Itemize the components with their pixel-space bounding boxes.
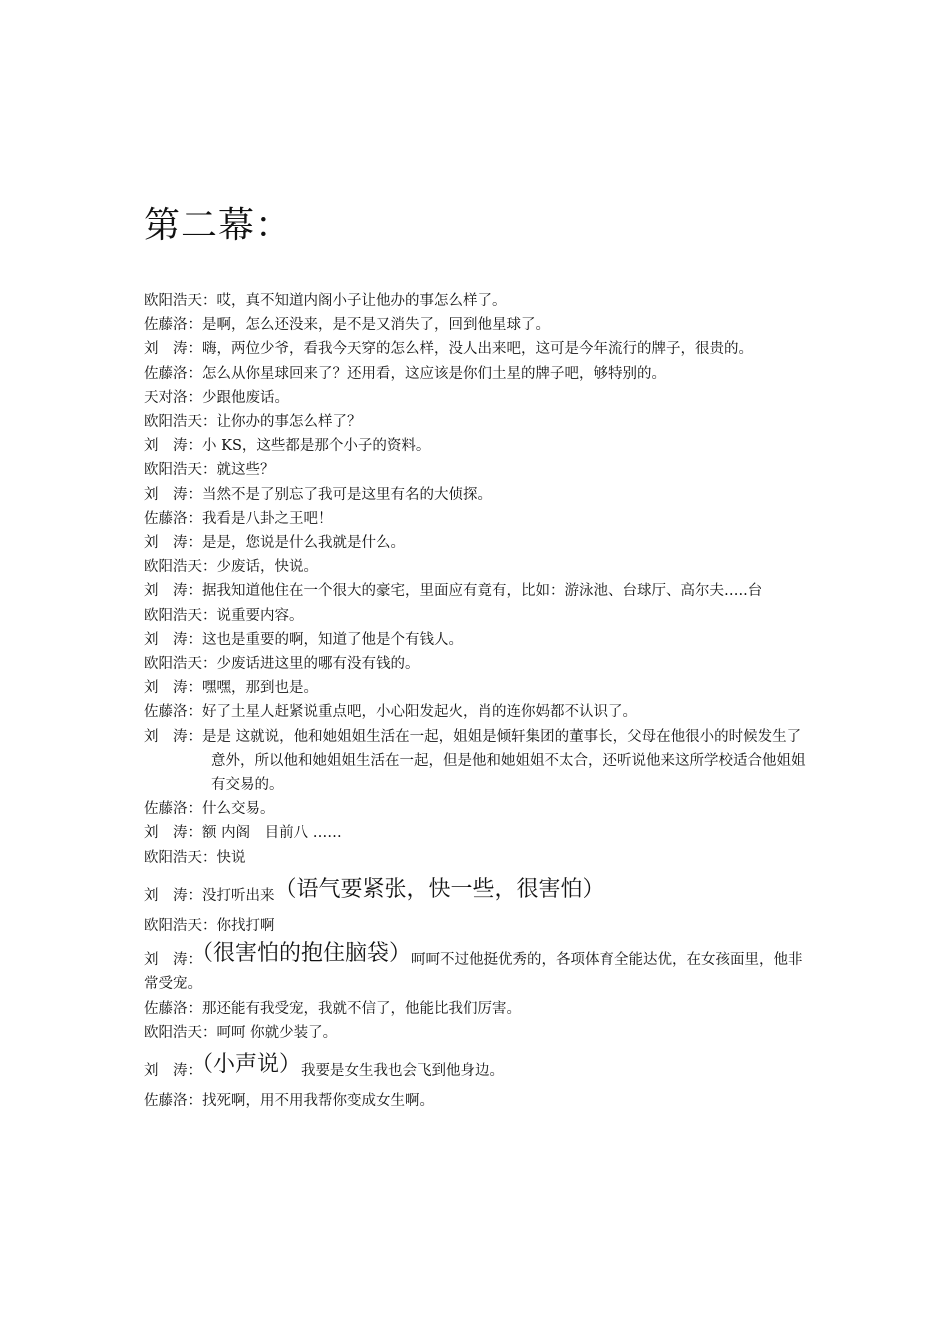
dialogue-line: 欧阳浩天：少废话，快说。	[144, 559, 318, 576]
act-heading: 第二幕：	[144, 205, 293, 246]
dialogue-line: 刘 涛：额 内阁 目前八 ……	[144, 825, 342, 842]
dialogue-line: 佐藤洛：找死啊，用不用我帮你变成女生啊。	[144, 1093, 434, 1110]
dialogue-line: 刘 涛：是是 这就说，他和她姐姐生活在一起，姐姐是倾轩集团的董事长，父母在他很小的时候发生了意外，所以他和她姐姐生活在一起，但是他和她姐姐不太合，还听说他来这所学校适合他姐姐有交易的。	[144, 728, 806, 794]
script-body	[144, 289, 812, 1114]
dialogue-text: 我要是女生我也会飞到他身边。	[301, 1063, 505, 1080]
dialogue-line: 刘 涛：这也是重要的啊，知道了他是个有钱人。	[144, 631, 463, 648]
dialogue-line	[144, 942, 812, 996]
speaker-text: 刘 涛：	[144, 952, 202, 969]
dialogue-line: 欧阳浩天：哎，真不知道内阁小子让他办的事怎么样了。	[144, 293, 507, 309]
dialogue-line: 佐藤洛：我看是八卦之王吧！	[144, 510, 333, 527]
stage-direction: （很害怕的抱住脑袋）	[202, 941, 412, 967]
dialogue-line: 佐藤洛：好了土星人赶紧说重点吧，小心阳发起火，肖的连你妈都不认识了。	[144, 704, 637, 721]
speaker-text: 刘 涛：	[144, 1063, 202, 1080]
dialogue-line	[144, 1053, 812, 1083]
dialogue-line: 欧阳浩天：呵呵 你就少装了。	[144, 1024, 338, 1041]
dialogue-line: 刘 涛：是是，您说是什么我就是什么。	[144, 535, 405, 552]
dialogue-line: 欧阳浩天：快说	[144, 849, 246, 866]
dialogue-line: 刘 涛：嘿嘿，那到也是。	[144, 680, 318, 697]
dialogue-line: 欧阳浩天：让你办的事怎么样了？	[144, 414, 362, 431]
stage-direction: （语气要紧张，快一些，很害怕）	[274, 876, 605, 902]
stage-direction: （小声说）	[202, 1052, 302, 1078]
dialogue-text: 呵呵不过他挺优秀的，各项体育全能达优，在女孩面里，他非常受宠。	[144, 952, 803, 993]
dialogue-line: 刘 涛：嗨，两位少爷，看我今天穿的怎么样，没人出来吧，这可是今年流行的牌子，很贵的。	[144, 341, 753, 358]
dialogue-line: 佐藤洛：那还能有我受宠，我就不信了，他能比我们厉害。	[144, 1000, 521, 1017]
dialogue-line: 天对洛：少跟他废话。	[144, 389, 289, 406]
dialogue-line: 欧阳浩天：就这些？	[144, 462, 275, 479]
dialogue-line: 刘 涛：小 KS，这些都是那个小子的资料。	[144, 438, 431, 455]
dialogue-line: 佐藤洛：怎么从你星球回来了？还用看，这应该是你们土星的牌子吧，够特别的。	[144, 365, 666, 382]
dialogue-line: 欧阳浩天：少废话进这里的哪有没有钱的。	[144, 656, 420, 673]
dialogue-line: 刘 涛：据我知道他住在一个很大的豪宅，里面应有竟有，比如：游泳池、台球厅、高尔夫…..台	[144, 583, 763, 600]
dialogue-line: 佐藤洛：什么交易。	[144, 801, 275, 818]
dialogue-line	[144, 878, 812, 908]
dialogue-line: 欧阳浩天：你找打啊	[144, 918, 275, 935]
dialogue-line: 欧阳浩天：说重要内容。	[144, 607, 304, 624]
dialogue-line: 佐藤洛：是啊，怎么还没来，是不是又消失了，回到他星球了。	[144, 317, 550, 334]
speaker-text: 刘 涛：没打听出来	[144, 887, 275, 904]
dialogue-line: 刘 涛：当然不是了别忘了我可是这里有名的大侦探。	[144, 486, 492, 503]
